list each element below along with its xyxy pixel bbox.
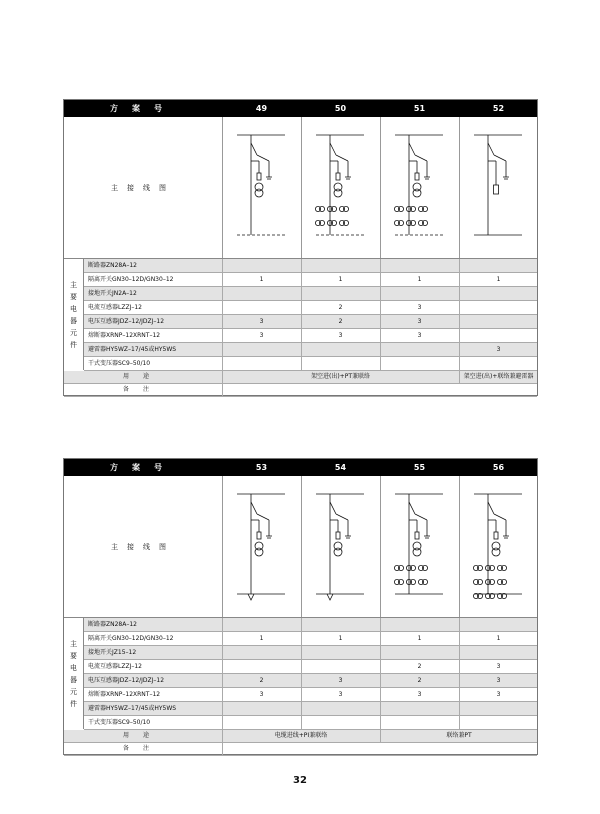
- column-divider: [380, 646, 381, 659]
- circuit-diagram: [237, 494, 285, 600]
- component-row: [84, 632, 537, 646]
- wiring-diagram: [381, 476, 460, 617]
- remarks-label: 备注: [122, 745, 163, 752]
- usage-text: 联络兼PT: [446, 732, 472, 739]
- column-divider: [380, 259, 381, 272]
- fuse-icon: [494, 532, 498, 539]
- disconnector-link: [494, 155, 506, 161]
- scheme-number: 54: [334, 463, 347, 472]
- component-quantity: 1: [496, 635, 501, 642]
- component-quantity: 3: [338, 691, 343, 698]
- side-label-char: 元: [70, 328, 77, 337]
- column-divider: [301, 357, 302, 370]
- transformer-coil-icon: [255, 548, 263, 556]
- component-row: [84, 301, 537, 315]
- column-divider: [222, 702, 223, 715]
- column-divider: [380, 357, 381, 370]
- arrester-icon: [494, 185, 499, 194]
- wiring-diagram: [460, 117, 539, 258]
- usage-text: 架空进(出)+PT兼联络: [311, 373, 370, 380]
- component-row: [84, 273, 537, 287]
- component-quantity: 1: [338, 276, 343, 283]
- side-label-char: 要: [70, 651, 77, 660]
- scheme-number: 56: [492, 463, 505, 472]
- diagram-cell: [301, 476, 380, 617]
- vt-coil-icon: [343, 220, 348, 225]
- usage-row: [64, 730, 537, 743]
- diagram-row: [64, 476, 537, 618]
- column-divider: [459, 259, 460, 272]
- column-divider: [301, 259, 302, 272]
- diagram-label: 主接线图: [111, 184, 175, 192]
- transformer-coil-icon: [413, 189, 421, 197]
- side-label-char: 电: [70, 663, 77, 672]
- wiring-diagram: [223, 476, 302, 617]
- component-quantity: 3: [338, 677, 343, 684]
- column-divider: [380, 343, 381, 356]
- component-row: [84, 618, 537, 632]
- component-row: [84, 287, 537, 301]
- fuse-icon: [415, 173, 419, 180]
- vt-coil-icon: [489, 579, 494, 584]
- column-divider: [222, 357, 223, 370]
- component-row: [84, 688, 537, 702]
- component-quantity: 2: [417, 663, 422, 670]
- side-label-char: 件: [70, 699, 77, 708]
- component-name: 断路器ZN28A–12: [88, 621, 137, 628]
- diagram-cell: [380, 117, 459, 258]
- component-row: [84, 646, 537, 660]
- column-divider: [301, 618, 302, 631]
- transformer-coil-icon: [413, 548, 421, 556]
- component-name: 电压互感器JDZ–12/JDZJ–12: [88, 318, 165, 325]
- column-divider: [301, 702, 302, 715]
- disconnector-blade: [251, 502, 257, 514]
- component-quantity: 1: [338, 635, 343, 642]
- vt-coil-icon: [422, 220, 427, 225]
- column-divider: [222, 646, 223, 659]
- wiring-diagram: [302, 117, 381, 258]
- column-divider: [301, 646, 302, 659]
- wiring-diagram: [302, 476, 381, 617]
- component-quantity: 3: [259, 332, 264, 339]
- component-name: 熔断器XRNP–12XRNT–12: [88, 332, 161, 339]
- side-label-char: 要: [70, 292, 77, 301]
- column-divider: [301, 287, 302, 300]
- components-side-label: [64, 259, 84, 370]
- component-row: [84, 660, 537, 674]
- disconnector-blade: [251, 143, 257, 155]
- column-divider: [380, 618, 381, 631]
- component-quantity: 3: [259, 691, 264, 698]
- component-name: 避雷器HY5WZ–17/45或HY5WS: [88, 705, 177, 712]
- vt-coil-icon: [398, 565, 403, 570]
- disconnector-link: [415, 514, 427, 520]
- disconnector-link: [336, 155, 348, 161]
- disconnector-blade: [488, 143, 494, 155]
- vt-coil-icon: [410, 565, 415, 570]
- disconnector-link: [257, 514, 269, 520]
- component-row: [84, 357, 537, 371]
- component-row: [84, 315, 537, 329]
- disconnector-blade: [330, 143, 336, 155]
- scheme-number: 50: [334, 104, 347, 113]
- column-divider: [222, 618, 223, 631]
- column-divider: [301, 716, 302, 729]
- component-name: 隔离开关GN30–12D/GN30–12: [88, 635, 174, 642]
- component-name: 干式变压器SC9–50/10: [88, 360, 151, 367]
- vt-coil-icon: [319, 206, 324, 211]
- vt-coil-icon: [422, 206, 427, 211]
- component-row: [84, 674, 537, 688]
- column-divider: [222, 384, 223, 396]
- component-name: 干式变压器SC9–50/10: [88, 719, 151, 726]
- vt-coil-icon: [477, 579, 482, 584]
- column-divider: [459, 287, 460, 300]
- side-label-char: 件: [70, 340, 77, 349]
- transformer-coil-icon: [492, 548, 500, 556]
- circuit-diagram: [394, 135, 443, 235]
- transformer-coil-icon: [255, 189, 263, 197]
- column-divider: [301, 660, 302, 673]
- circuit-diagram: [315, 135, 364, 235]
- vt-coil-icon: [398, 220, 403, 225]
- component-name: 接地开关JN2A–12: [88, 290, 137, 297]
- component-name: 接地开关JZ15–12: [88, 649, 137, 656]
- column-divider: [459, 702, 460, 715]
- vt-coil-icon: [398, 206, 403, 211]
- remarks-row: [64, 384, 537, 397]
- header-row: [64, 459, 537, 476]
- fuse-icon: [257, 173, 261, 180]
- component-quantity: 3: [417, 304, 422, 311]
- component-row: [84, 329, 537, 343]
- vt-coil-icon: [410, 220, 415, 225]
- transformer-coil-icon: [334, 548, 342, 556]
- side-label-char: 器: [70, 675, 77, 684]
- column-divider: [459, 618, 460, 631]
- column-divider: [222, 660, 223, 673]
- column-divider: [380, 287, 381, 300]
- wiring-diagram: [223, 117, 302, 258]
- disconnector-link: [257, 155, 269, 161]
- disconnector-blade: [488, 502, 494, 514]
- component-quantity: 3: [338, 332, 343, 339]
- scheme-number: 52: [492, 104, 505, 113]
- column-divider: [459, 646, 460, 659]
- column-divider: [459, 329, 460, 342]
- remarks-row: [64, 743, 537, 756]
- component-name: 断路器ZN28A–12: [88, 262, 137, 269]
- fuse-icon: [336, 532, 340, 539]
- circuit-diagram: [316, 494, 364, 600]
- component-row: [84, 702, 537, 716]
- component-quantity: 1: [496, 276, 501, 283]
- disconnector-link: [494, 514, 506, 520]
- component-name: 熔断器XRNP–12XRNT–12: [88, 691, 161, 698]
- scheme-table-1: [63, 99, 538, 396]
- vt-coil-icon: [398, 579, 403, 584]
- diagram-cell: [301, 117, 380, 258]
- vt-coil-icon: [477, 565, 482, 570]
- side-label-char: 器: [70, 316, 77, 325]
- column-divider: [459, 315, 460, 328]
- component-name: 避雷器HY5WZ–17/45或HY5WS: [88, 346, 177, 353]
- component-name: 电流互感器LZZJ–12: [88, 663, 142, 670]
- circuit-diagram: [394, 494, 443, 594]
- component-quantity: 3: [496, 346, 501, 353]
- fuse-icon: [415, 532, 419, 539]
- side-label-char: 电: [70, 304, 77, 313]
- component-quantity: 3: [417, 318, 422, 325]
- disconnector-blade: [330, 502, 336, 514]
- component-name: 电流互感器LZZJ–12: [88, 304, 142, 311]
- diagram-cell: [222, 117, 301, 258]
- vt-coil-icon: [410, 206, 415, 211]
- component-quantity: 2: [417, 677, 422, 684]
- component-name: 隔离开关GN30–12D/GN30–12: [88, 276, 174, 283]
- component-quantity: 1: [417, 276, 422, 283]
- vt-coil-icon: [410, 579, 415, 584]
- vt-coil-icon: [501, 565, 506, 570]
- component-row: [84, 259, 537, 273]
- transformer-coil-icon: [334, 189, 342, 197]
- column-divider: [222, 287, 223, 300]
- header-row: [64, 100, 537, 117]
- disconnector-link: [336, 514, 348, 520]
- column-divider: [459, 301, 460, 314]
- component-row: [84, 716, 537, 730]
- diagram-cell: [459, 476, 538, 617]
- component-quantity: 3: [417, 691, 422, 698]
- column-divider: [380, 702, 381, 715]
- usage-text: 电缆进线+PI兼联络: [274, 732, 328, 739]
- wiring-diagram: [381, 117, 460, 258]
- component-quantity: 1: [259, 276, 264, 283]
- component-quantity: 3: [259, 318, 264, 325]
- circuit-diagram: [473, 494, 522, 599]
- component-quantity: 3: [496, 677, 501, 684]
- disconnector-link: [415, 155, 427, 161]
- component-quantity: 3: [496, 663, 501, 670]
- disconnector-blade: [409, 502, 415, 514]
- vt-coil-icon: [422, 579, 427, 584]
- circuit-diagram: [237, 135, 285, 235]
- disconnector-blade: [409, 143, 415, 155]
- column-divider: [222, 259, 223, 272]
- circuit-diagram: [474, 135, 522, 235]
- component-quantity: 1: [417, 635, 422, 642]
- usage-label: 用途: [122, 732, 163, 739]
- diagram-label: 主接线图: [111, 543, 175, 551]
- side-label-char: 主: [70, 639, 77, 648]
- vt-coil-icon: [331, 220, 336, 225]
- scheme-number: 53: [255, 463, 268, 472]
- cable-end-icon: [327, 594, 333, 600]
- component-quantity: 3: [417, 332, 422, 339]
- component-quantity: 2: [338, 318, 343, 325]
- side-label-char: 主: [70, 280, 77, 289]
- column-divider: [222, 716, 223, 729]
- scheme-number: 49: [255, 104, 268, 113]
- diagram-row: [64, 117, 537, 259]
- diagram-cell: [459, 117, 538, 258]
- component-row: [84, 343, 537, 357]
- fuse-icon: [257, 532, 261, 539]
- column-divider: [222, 301, 223, 314]
- usage-text: 架空进(出)+联络兼避雷器: [463, 373, 534, 380]
- scheme-number: 55: [413, 463, 426, 472]
- column-divider: [222, 343, 223, 356]
- wiring-diagram: [460, 476, 539, 617]
- component-quantity: 2: [338, 304, 343, 311]
- vt-coil-icon: [489, 565, 494, 570]
- column-divider: [459, 716, 460, 729]
- scheme-number-label: 方案号: [110, 104, 176, 113]
- fuse-icon: [336, 173, 340, 180]
- diagram-cell: [380, 476, 459, 617]
- remarks-label: 备注: [122, 386, 163, 393]
- vt-coil-icon: [501, 579, 506, 584]
- side-label-char: 元: [70, 687, 77, 696]
- component-quantity: 2: [259, 677, 264, 684]
- scheme-number: 51: [413, 104, 426, 113]
- component-name: 电压互感器JDZ–12/JDZJ–12: [88, 677, 165, 684]
- vt-coil-icon: [331, 206, 336, 211]
- column-divider: [222, 743, 223, 755]
- diagram-cell: [222, 476, 301, 617]
- usage-label: 用途: [122, 373, 163, 380]
- cable-end-icon: [248, 594, 254, 600]
- vt-coil-icon: [319, 220, 324, 225]
- vt-coil-icon: [422, 565, 427, 570]
- column-divider: [459, 357, 460, 370]
- vt-coil-icon: [343, 206, 348, 211]
- column-divider: [301, 343, 302, 356]
- components-side-label: [64, 618, 84, 729]
- usage-row: [64, 371, 537, 384]
- scheme-table-2: [63, 458, 538, 755]
- component-quantity: 1: [259, 635, 264, 642]
- scheme-number-label: 方案号: [110, 463, 176, 472]
- column-divider: [380, 716, 381, 729]
- page-number: 32: [293, 775, 307, 786]
- component-quantity: 3: [496, 691, 501, 698]
